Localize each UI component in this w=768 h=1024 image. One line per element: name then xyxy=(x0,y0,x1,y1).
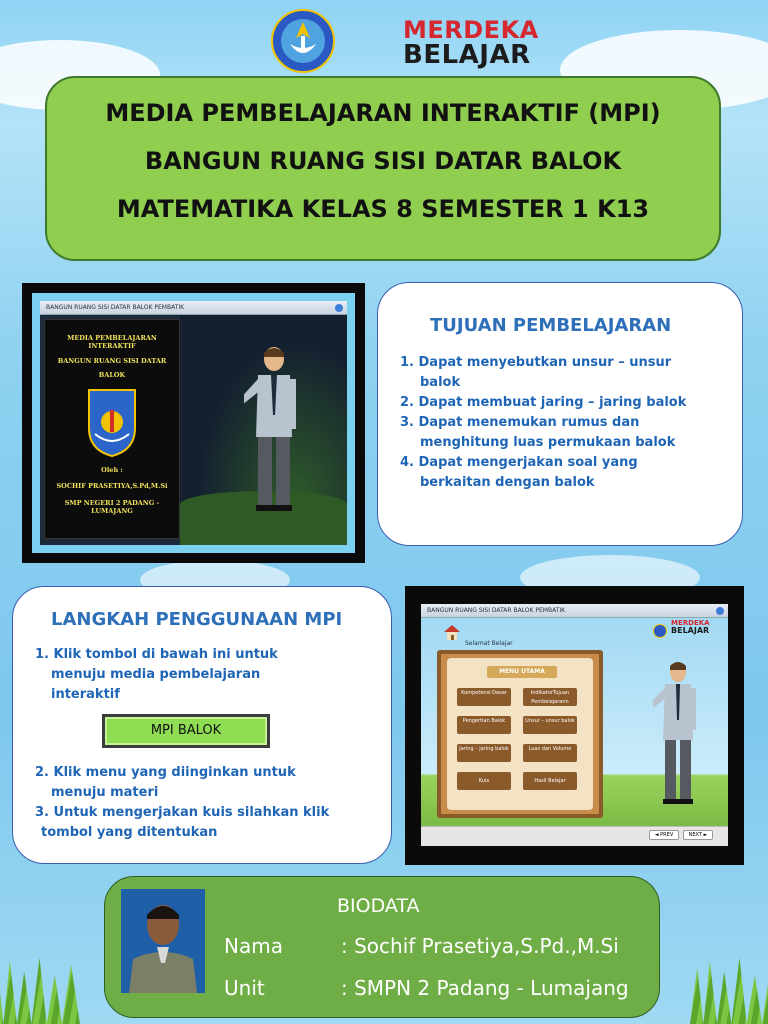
langkah-step-1 xyxy=(35,645,278,705)
school-emblem-icon xyxy=(85,388,139,458)
list-item: balok xyxy=(420,375,461,390)
list-item: menuju media pembelajaran xyxy=(51,667,261,682)
nama-value: : Sochif Prasetiya,S.Pd.,M.Si xyxy=(341,934,619,958)
menu-title: MENU UTAMA xyxy=(487,666,557,678)
belajar-text: BELAJAR xyxy=(403,40,531,70)
merdeka-mini-logo xyxy=(671,620,710,635)
list-item: 2. Klik menu yang diinginkan untuk xyxy=(35,765,296,780)
teacher-character xyxy=(244,345,304,515)
menu-item[interactable]: Kuis xyxy=(457,772,511,790)
menu-screenshot xyxy=(421,604,728,846)
tujuan-title: TUJUAN PEMBELAJARAN xyxy=(430,315,672,336)
prev-button[interactable]: ◄ PREV xyxy=(649,830,679,840)
kemdikbud-mini-logo xyxy=(653,624,667,638)
author-photo xyxy=(121,889,205,993)
merdeka-belajar-logo xyxy=(403,18,539,68)
close-icon xyxy=(335,304,343,312)
langkah-title: LANGKAH PENGGUNAAN MPI xyxy=(51,609,343,630)
merdeka-mini-line1: MERDEKA xyxy=(671,619,710,627)
nama-label: Nama xyxy=(224,934,283,958)
biodata-title: BIODATA xyxy=(337,895,420,917)
cover-line-3: BALOK xyxy=(98,371,126,380)
grass-decoration xyxy=(0,954,80,1024)
cover-line-1: MEDIA PEMBELAJARAN INTERAKTIF xyxy=(67,334,157,351)
list-item: 2. Dapat membuat jaring – jaring balok xyxy=(400,395,687,410)
title-line-1: MEDIA PEMBELAJARAN INTERAKTIF (MPI) xyxy=(105,99,661,127)
list-item: menghitung luas permukaan balok xyxy=(420,435,676,450)
list-item: 3. Dapat menemukan rumus dan xyxy=(400,415,640,430)
list-item: tombol yang ditentukan xyxy=(41,825,218,840)
greeting-text: Selamat Belajar xyxy=(465,640,513,647)
tujuan-list xyxy=(400,353,686,493)
page-title-box xyxy=(45,76,721,261)
list-item: 1. Dapat menyebutkan unsur – unsur xyxy=(400,355,672,370)
cover-line-2: BANGUN RUANG SISI DATAR xyxy=(57,356,167,365)
home-icon[interactable] xyxy=(443,624,461,640)
mpi-balok-button[interactable]: MPI BALOK xyxy=(102,714,270,748)
menu-item[interactable]: Luas dan Volume xyxy=(523,744,577,762)
cover-oleh: Oleh : xyxy=(101,465,123,474)
cover-window-title: BANGUN RUANG SISI DATAR BALOK PEMBATIK xyxy=(46,304,185,311)
grass-decoration xyxy=(690,954,768,1024)
list-item: 3. Untuk mengerjakan kuis silahkan klik xyxy=(35,805,330,820)
next-button[interactable]: NEXT ► xyxy=(683,830,713,840)
list-item: 1. Klik tombol di bawah ini untuk xyxy=(35,647,278,662)
title-line-2: BANGUN RUANG SISI DATAR BALOK xyxy=(144,147,622,175)
close-icon xyxy=(716,607,724,615)
unit-value: : SMPN 2 Padang - Lumajang xyxy=(341,976,629,1000)
biodata-box xyxy=(104,876,660,1018)
list-item: 4. Dapat mengerjakan soal yang xyxy=(400,455,638,470)
menu-item[interactable]: Kompetensi Dasar xyxy=(457,688,511,706)
menu-item[interactable]: Hasil Belajar xyxy=(523,772,577,790)
menu-window-title: BANGUN RUANG SISI DATAR BALOK PEMBATIK xyxy=(427,607,566,614)
header-logos xyxy=(0,8,768,72)
menu-board xyxy=(437,650,603,818)
tujuan-panel xyxy=(377,282,743,546)
list-item: menuju materi xyxy=(51,785,159,800)
merdeka-text: MERDEKA xyxy=(403,16,539,44)
unit-label: Unit xyxy=(224,976,265,1000)
menu-item[interactable]: Jaring – jaring balok xyxy=(457,744,511,762)
cover-screenshot-frame xyxy=(22,283,365,563)
list-item: interaktif xyxy=(51,687,120,702)
list-item: berkaitan dengan balok xyxy=(420,475,595,490)
cover-school: SMP NEGERI 2 PADANG - LUMAJANG xyxy=(64,498,160,516)
menu-item[interactable]: IndikatorTujuan Pembelajarann xyxy=(523,688,577,706)
langkah-step-2-3 xyxy=(35,763,329,843)
menu-item[interactable]: Pengertian Balok xyxy=(457,716,511,734)
cover-author: SOCHIF PRASETIYA,S.Pd,M.Si xyxy=(56,482,168,491)
tut-wuri-handayani-logo xyxy=(270,8,336,74)
teacher-character xyxy=(653,660,703,810)
merdeka-mini-line2: BELAJAR xyxy=(671,626,710,635)
menu-item[interactable]: Unsur – unsur balok xyxy=(523,716,577,734)
title-line-3: MATEMATIKA KELAS 8 SEMESTER 1 K13 xyxy=(116,195,650,223)
cover-screenshot xyxy=(40,301,347,545)
menu-screenshot-frame xyxy=(405,586,744,865)
